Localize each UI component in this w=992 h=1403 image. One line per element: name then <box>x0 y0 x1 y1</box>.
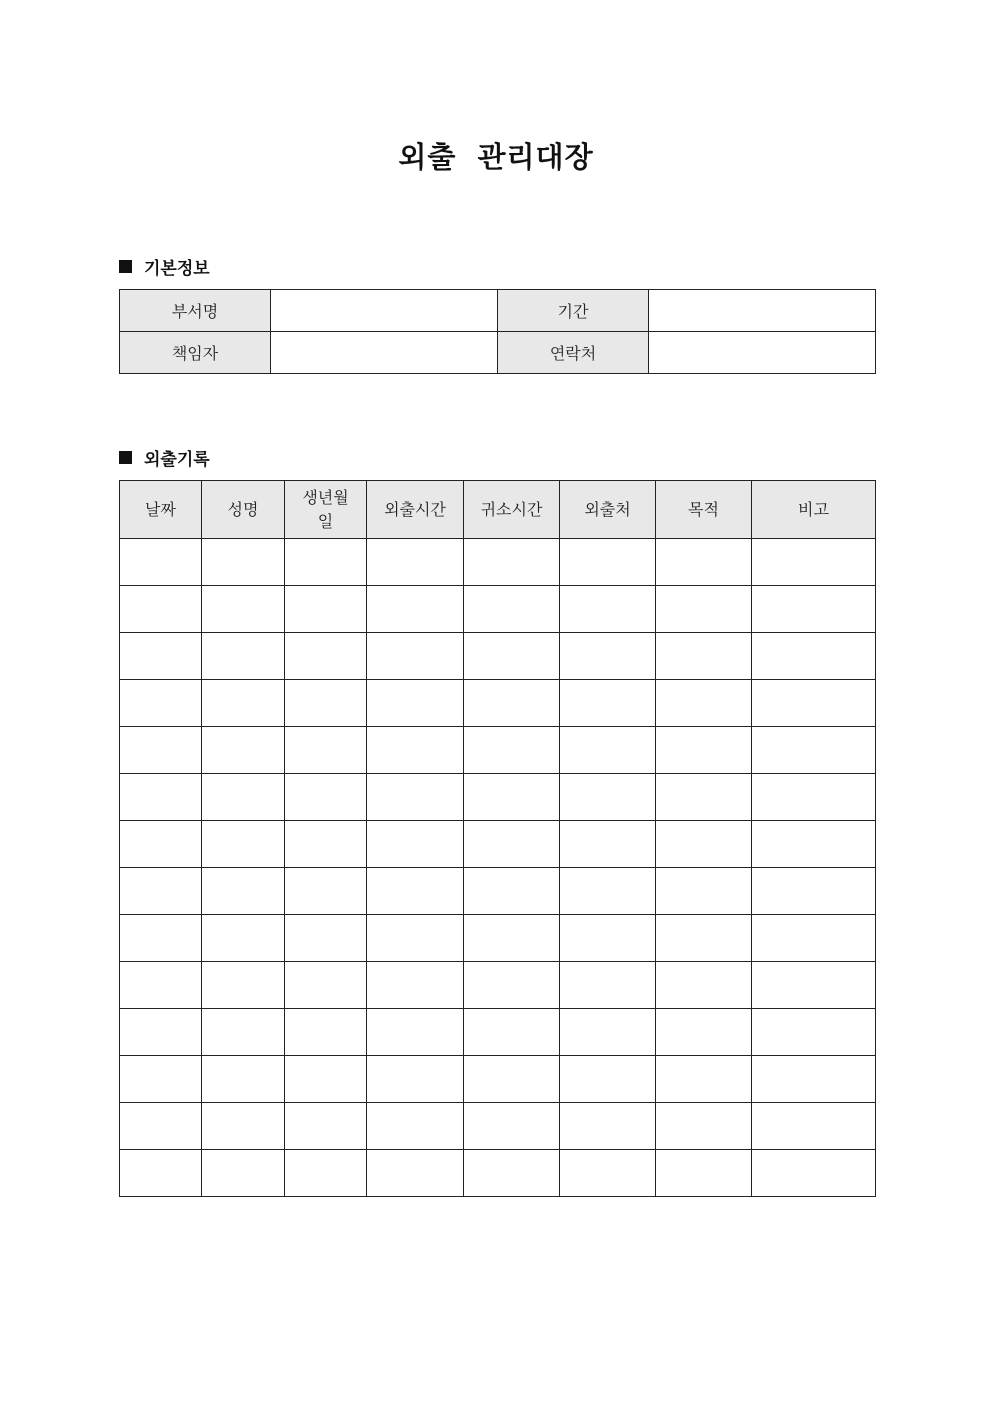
cell-purpose[interactable] <box>656 1150 752 1197</box>
cell-out-time[interactable] <box>367 915 464 962</box>
cell-remarks[interactable] <box>752 868 876 915</box>
period-field[interactable] <box>649 290 876 332</box>
column-header-birthdate-text: 생년월일 <box>302 487 349 531</box>
cell-remarks[interactable] <box>752 1150 876 1197</box>
column-header-name: 성명 <box>202 481 285 539</box>
table-row <box>120 1009 876 1056</box>
cell-name[interactable] <box>202 1009 285 1056</box>
cell-out-time[interactable] <box>367 868 464 915</box>
cell-out-time[interactable] <box>367 539 464 586</box>
contact-field[interactable] <box>649 332 876 374</box>
table-row <box>120 633 876 680</box>
cell-birthdate[interactable] <box>285 1009 367 1056</box>
cell-name[interactable] <box>202 586 285 633</box>
cell-destination[interactable] <box>560 586 656 633</box>
cell-remarks[interactable] <box>752 1056 876 1103</box>
cell-purpose[interactable] <box>656 727 752 774</box>
cell-out-time[interactable] <box>367 821 464 868</box>
cell-birthdate[interactable] <box>285 1103 367 1150</box>
cell-name[interactable] <box>202 680 285 727</box>
cell-destination[interactable] <box>560 680 656 727</box>
cell-destination[interactable] <box>560 915 656 962</box>
cell-date[interactable] <box>120 539 202 586</box>
cell-date[interactable] <box>120 727 202 774</box>
cell-out-time[interactable] <box>367 774 464 821</box>
cell-destination[interactable] <box>560 1103 656 1150</box>
cell-name[interactable] <box>202 821 285 868</box>
square-bullet-icon <box>119 451 132 464</box>
cell-remarks[interactable] <box>752 633 876 680</box>
cell-remarks[interactable] <box>752 774 876 821</box>
period-label: 기간 <box>498 290 649 332</box>
cell-out-time[interactable] <box>367 727 464 774</box>
column-header-destination: 외출처 <box>560 481 656 539</box>
cell-birthdate[interactable] <box>285 868 367 915</box>
table-row <box>120 962 876 1009</box>
table-row <box>120 680 876 727</box>
cell-date[interactable] <box>120 680 202 727</box>
outing-records-table <box>119 480 876 1197</box>
cell-remarks[interactable] <box>752 962 876 1009</box>
cell-destination[interactable] <box>560 1009 656 1056</box>
cell-date[interactable] <box>120 1150 202 1197</box>
cell-birthdate[interactable] <box>285 821 367 868</box>
cell-date[interactable] <box>120 586 202 633</box>
cell-destination[interactable] <box>560 774 656 821</box>
cell-destination[interactable] <box>560 821 656 868</box>
cell-purpose[interactable] <box>656 1009 752 1056</box>
table-row <box>120 821 876 868</box>
cell-purpose[interactable] <box>656 962 752 1009</box>
cell-out-time[interactable] <box>367 1009 464 1056</box>
cell-purpose[interactable] <box>656 821 752 868</box>
cell-purpose[interactable] <box>656 539 752 586</box>
department-field[interactable] <box>271 290 498 332</box>
cell-return-time[interactable] <box>464 821 560 868</box>
cell-name[interactable] <box>202 1103 285 1150</box>
cell-birthdate[interactable] <box>285 680 367 727</box>
cell-out-time[interactable] <box>367 586 464 633</box>
cell-birthdate[interactable] <box>285 727 367 774</box>
cell-return-time[interactable] <box>464 680 560 727</box>
cell-purpose[interactable] <box>656 868 752 915</box>
cell-remarks[interactable] <box>752 586 876 633</box>
cell-birthdate[interactable] <box>285 774 367 821</box>
cell-purpose[interactable] <box>656 915 752 962</box>
square-bullet-icon <box>119 260 132 273</box>
cell-out-time[interactable] <box>367 633 464 680</box>
cell-purpose[interactable] <box>656 586 752 633</box>
section-heading-basic-info <box>119 254 210 279</box>
column-header-birthdate <box>285 481 367 539</box>
cell-remarks[interactable] <box>752 1103 876 1150</box>
table-row <box>120 1056 876 1103</box>
column-header-date: 날짜 <box>120 481 202 539</box>
cell-purpose[interactable] <box>656 774 752 821</box>
cell-name[interactable] <box>202 1150 285 1197</box>
table-row <box>120 332 876 374</box>
records-body <box>120 539 876 1197</box>
cell-return-time[interactable] <box>464 1103 560 1150</box>
column-header-remarks: 비고 <box>752 481 876 539</box>
cell-destination[interactable] <box>560 868 656 915</box>
cell-birthdate[interactable] <box>285 586 367 633</box>
manager-label: 책임자 <box>120 332 271 374</box>
manager-field[interactable] <box>271 332 498 374</box>
cell-birthdate[interactable] <box>285 633 367 680</box>
cell-return-time[interactable] <box>464 1009 560 1056</box>
cell-purpose[interactable] <box>656 1056 752 1103</box>
table-row <box>120 539 876 586</box>
cell-purpose[interactable] <box>656 680 752 727</box>
cell-date[interactable] <box>120 1056 202 1103</box>
table-row <box>120 290 876 332</box>
cell-date[interactable] <box>120 1103 202 1150</box>
cell-out-time[interactable] <box>367 1056 464 1103</box>
document-title: 외출 관리대장 <box>398 140 594 174</box>
cell-name[interactable] <box>202 727 285 774</box>
cell-date[interactable] <box>120 1009 202 1056</box>
cell-name[interactable] <box>202 539 285 586</box>
column-header-purpose: 목적 <box>656 481 752 539</box>
cell-birthdate[interactable] <box>285 1150 367 1197</box>
cell-return-time[interactable] <box>464 774 560 821</box>
column-header-return-time: 귀소시간 <box>464 481 560 539</box>
cell-name[interactable] <box>202 774 285 821</box>
section-heading-records <box>119 445 210 470</box>
cell-purpose[interactable] <box>656 633 752 680</box>
cell-birthdate[interactable] <box>285 962 367 1009</box>
table-header-row <box>120 481 876 539</box>
cell-name[interactable] <box>202 1056 285 1103</box>
cell-out-time[interactable] <box>367 962 464 1009</box>
cell-purpose[interactable] <box>656 1103 752 1150</box>
table-row <box>120 915 876 962</box>
cell-destination[interactable] <box>560 539 656 586</box>
cell-return-time[interactable] <box>464 539 560 586</box>
cell-return-time[interactable] <box>464 868 560 915</box>
table-row <box>120 1150 876 1197</box>
cell-birthdate[interactable] <box>285 539 367 586</box>
cell-return-time[interactable] <box>464 633 560 680</box>
cell-destination[interactable] <box>560 633 656 680</box>
cell-remarks[interactable] <box>752 539 876 586</box>
cell-date[interactable] <box>120 774 202 821</box>
cell-destination[interactable] <box>560 1056 656 1103</box>
cell-date[interactable] <box>120 868 202 915</box>
cell-birthdate[interactable] <box>285 1056 367 1103</box>
cell-name[interactable] <box>202 962 285 1009</box>
cell-return-time[interactable] <box>464 1150 560 1197</box>
cell-return-time[interactable] <box>464 586 560 633</box>
cell-destination[interactable] <box>560 962 656 1009</box>
cell-return-time[interactable] <box>464 915 560 962</box>
cell-name[interactable] <box>202 633 285 680</box>
cell-remarks[interactable] <box>752 680 876 727</box>
table-row <box>120 1103 876 1150</box>
table-row <box>120 727 876 774</box>
table-row <box>120 774 876 821</box>
cell-out-time[interactable] <box>367 1103 464 1150</box>
cell-name[interactable] <box>202 915 285 962</box>
cell-remarks[interactable] <box>752 821 876 868</box>
cell-out-time[interactable] <box>367 1150 464 1197</box>
cell-return-time[interactable] <box>464 962 560 1009</box>
cell-date[interactable] <box>120 915 202 962</box>
cell-name[interactable] <box>202 868 285 915</box>
section-heading-label: 외출기록 <box>144 450 210 470</box>
cell-destination[interactable] <box>560 727 656 774</box>
cell-birthdate[interactable] <box>285 915 367 962</box>
basic-info-table <box>119 289 876 374</box>
cell-return-time[interactable] <box>464 727 560 774</box>
cell-out-time[interactable] <box>367 680 464 727</box>
cell-date[interactable] <box>120 962 202 1009</box>
table-row <box>120 868 876 915</box>
column-header-out-time: 외출시간 <box>367 481 464 539</box>
cell-remarks[interactable] <box>752 1009 876 1056</box>
contact-label: 연락처 <box>498 332 649 374</box>
cell-date[interactable] <box>120 633 202 680</box>
department-label: 부서명 <box>120 290 271 332</box>
cell-remarks[interactable] <box>752 727 876 774</box>
cell-destination[interactable] <box>560 1150 656 1197</box>
cell-remarks[interactable] <box>752 915 876 962</box>
section-heading-label: 기본정보 <box>144 259 210 279</box>
cell-date[interactable] <box>120 821 202 868</box>
table-row <box>120 586 876 633</box>
cell-return-time[interactable] <box>464 1056 560 1103</box>
